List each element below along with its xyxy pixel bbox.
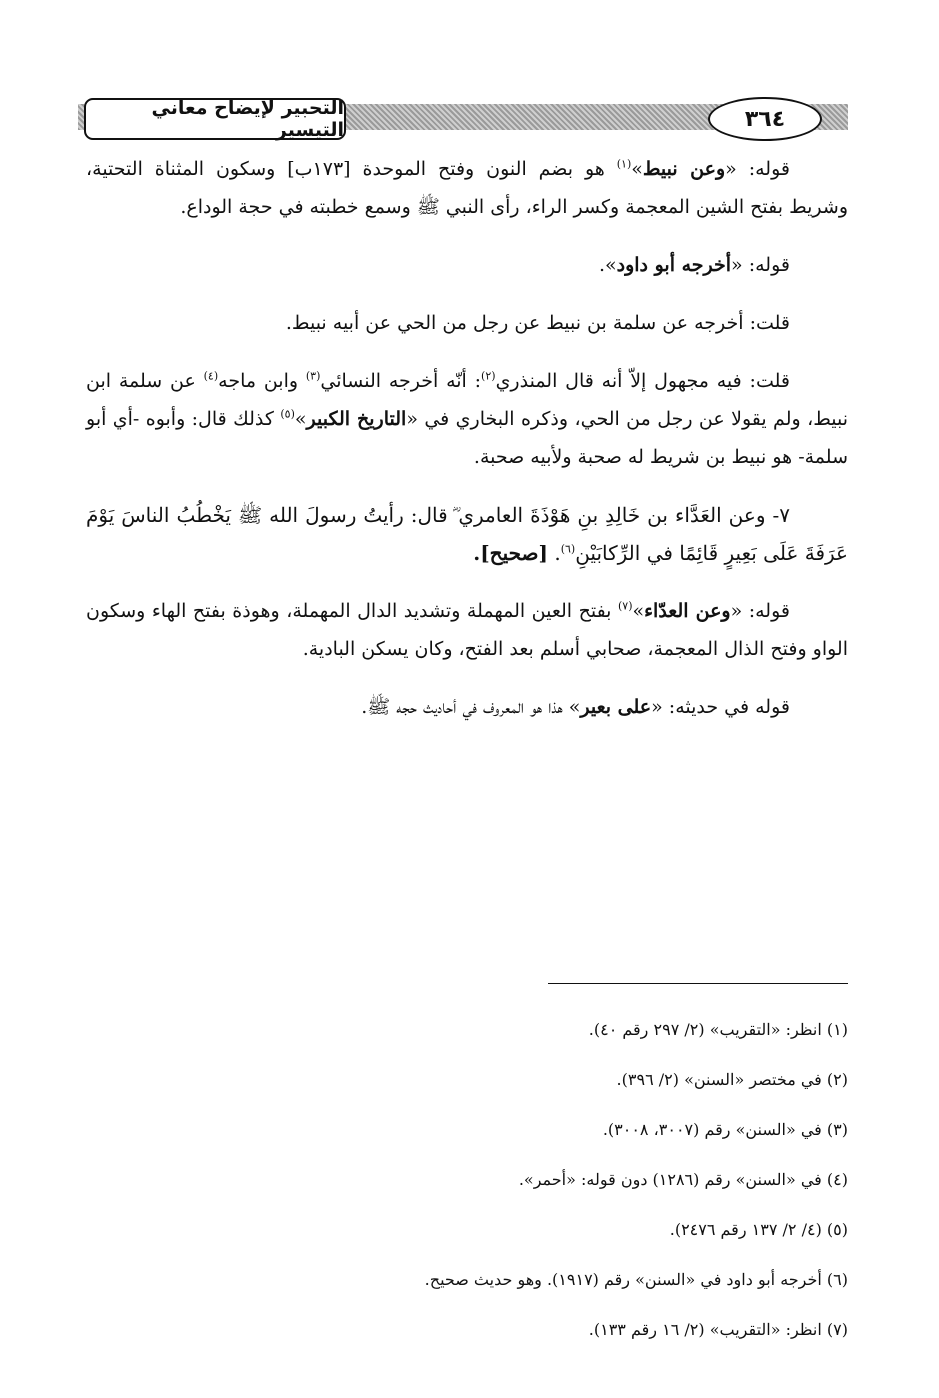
footnote-ref: (٤) [203,369,219,383]
paragraph-2 [86,246,848,284]
book-title-text: التحبير لإيضاح معاني التيسير [151,97,344,141]
footnote-ref: (١) [616,157,632,171]
text: » [294,408,307,430]
text: قوله: « [731,254,790,276]
term: وعن العدّاء [644,600,731,622]
text: » [632,600,645,622]
footnote-separator [548,983,848,984]
footnote-ref: (٣) [305,369,321,383]
text: : أنّه أخرجه النسائي [320,370,482,392]
text: هو بضم النون وفتح الموحدة [١٧٣ب] وسكون المثناة التحتية، وشريط بفتح الشين المعجمة وكسر الراء، رأى النبي ﷺ وسمع خطبته في حجة الوداع. [86,158,848,218]
page-number [708,97,822,141]
paragraph-7 [86,688,848,726]
book-title [84,98,346,140]
page-header [78,96,848,140]
hadith-text: ٧- وعن العَدَّاء بن خَالِدِ بنِ هَوْذَةَ العامري ؓ قال: رأيتُ رسولَ الله ﷺ يَخْطُبُ الناسَ يَوْمَ عَرَفَةَ عَلَى بَعِيرٍ قَائِمًا في الرِّكابَيْنِ [86,503,848,565]
text: . [547,541,561,565]
footnote-ref: (٦) [560,542,576,556]
hadith-grade: [صحيح]. [473,541,548,565]
paragraph-4 [86,362,848,476]
footnote-7: (٧) انظر: «التقريب» (٢/ ١٦ رقم ١٣٣). [588,1320,848,1339]
paragraph-3: قلت: أخرجه عن سلمة بن نبيط عن رجل من الحي عن أبيه نبيط. [285,312,790,334]
text: وابن ماجه [218,370,306,392]
text: بفتح العين المهملة وتشديد الدال المهملة، وهوذة بفتح الهاء وسكون الواو وفتح الذال المعجمة، صحابي أسلم بعد الفتح، وكان يسكن البادية. [86,600,848,660]
text: قوله: « [725,158,790,180]
text: عن سلمة ابن نبيط، ولم يقولا عن رجل من الحي، وذكره البخاري في « [86,370,848,430]
term: وعن نبيط [642,158,726,180]
text: قوله: « [730,600,790,622]
text: قوله في حديثه: « [651,696,790,718]
hadith-7 [86,496,848,572]
footnote-4: (٤) في «السنن» رقم (١٢٨٦) دون قوله: «أحمر». [518,1170,848,1189]
footnote-2: (٢) في مختصر «السنن» (٢/ ٣٩٦). [616,1070,848,1089]
footnote-6: (٦) أخرجه أبو داود في «السنن» رقم (١٩١٧). وهو حديث صحيح. [424,1270,848,1289]
term: على بعير [580,696,652,718]
footnotes [86,1005,848,1355]
text: » [631,158,643,180]
paragraph-1 [86,150,848,226]
page-number-text: ٣٦٤ [744,106,786,132]
term: أخرجه أبو داود [616,254,732,276]
term: التاريخ الكبير [306,408,407,430]
footnote-3: (٣) في «السنن» رقم (٣٠٠٧، ٣٠٠٨). [602,1120,848,1139]
footnote-5: (٥) (٤/ ٢/ ١٣٧ رقم ٢٤٧٦). [669,1220,848,1239]
footnote-ref: (٧) [617,599,633,613]
footnote-ref: (٢) [481,369,496,383]
text: ». [598,254,617,276]
text: قلت: فيه مجهول إلاّ أنه قال المنذري [495,370,790,392]
paragraph-6 [86,592,848,668]
main-text [86,150,848,746]
text: كذلك قال: وأبوه -أي أبو سلمة- هو نبيط بن شريط له صحبة ولأبيه صحبة. [86,408,848,468]
footnote-1: (١) انظر: «التقريب» (٢/ ٢٩٧ رقم ٤٠). [588,1020,848,1039]
text: » هذا هو المعروف في أحاديث حجه ﷺ. [361,696,581,718]
footnote-ref: (٥) [280,407,295,421]
